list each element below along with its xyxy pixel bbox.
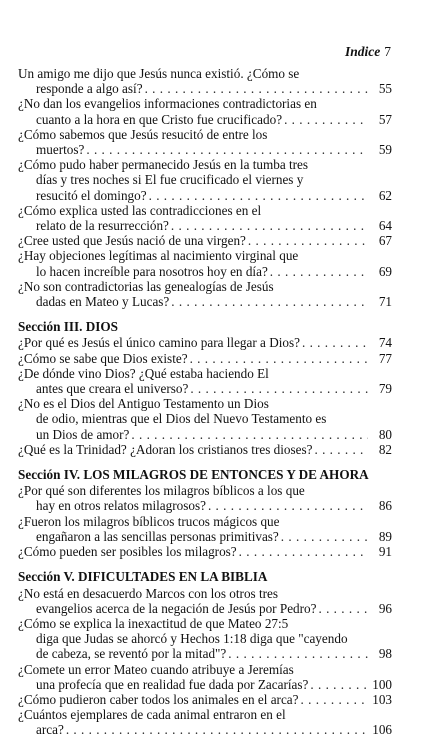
- dot-leader: [270, 264, 368, 279]
- toc-entry-line: [18, 366, 392, 381]
- dot-leader: [301, 692, 369, 707]
- toc-entry-last-line: [18, 112, 392, 127]
- toc-entry-last-line: [18, 218, 392, 233]
- toc-entry-last-line: [18, 381, 392, 396]
- toc-entry-text: ¿Por qué son diferentes los milagros bíblicos a los que: [18, 483, 305, 499]
- toc-page-number: 91: [378, 544, 392, 560]
- toc-entry: [18, 66, 392, 96]
- toc-entry-last-line: [18, 81, 392, 96]
- toc-entry-text: ¿No dan los evangelios informaciones contradictorias en: [18, 96, 317, 112]
- toc-entry-text: ¿Cómo se sabe que Dios existe?: [18, 350, 188, 366]
- dot-leader: [171, 218, 368, 233]
- toc-entry-last-line: [18, 601, 392, 616]
- toc-page-number: 80: [378, 426, 392, 442]
- toc-entry-line: [18, 707, 392, 722]
- toc-entry: [18, 233, 392, 248]
- toc-entry-text: arca?: [36, 722, 64, 738]
- toc-entry-text: ¿Comete un error Mateo cuando atribuye a Jeremías: [18, 661, 294, 677]
- toc-page-number: 103: [372, 691, 392, 707]
- toc-entry: [18, 483, 392, 513]
- toc-entry-line: [18, 127, 392, 142]
- toc-entry-last-line: [18, 544, 392, 559]
- toc-entry-last-line: [18, 188, 392, 203]
- toc-entry: [18, 279, 392, 309]
- toc-entry: [18, 616, 392, 662]
- dot-leader: [131, 427, 368, 442]
- toc-entry-line: [18, 514, 392, 529]
- toc-entry-line: [18, 248, 392, 263]
- toc-entry: [18, 248, 392, 278]
- toc-entry-line: [18, 279, 392, 294]
- dot-leader: [228, 646, 368, 661]
- dot-leader: [190, 381, 368, 396]
- toc-entry-text: evangelios acerca de la negación de Jesús por Pedro?: [36, 600, 317, 616]
- toc-entry-last-line: [18, 142, 392, 157]
- dot-leader: [239, 544, 368, 559]
- toc-entry-text: días y tres noches si El fue crucificado el viernes y: [36, 172, 304, 188]
- toc-entry-text: ¿No está en desacuerdo Marcos con los otros tres: [18, 585, 279, 601]
- toc-entry-last-line: [18, 335, 392, 350]
- toc-entry: [18, 442, 392, 457]
- toc-entry-text: ¿Hay objeciones legítimas al nacimiento virginal que: [18, 248, 299, 264]
- toc-entry: [18, 396, 392, 442]
- toc-entry-last-line: [18, 646, 392, 661]
- toc-page-number: 98: [378, 646, 392, 662]
- toc-entry-text: dadas en Mateo y Lucas?: [36, 294, 170, 310]
- toc-entry-line: [18, 172, 392, 187]
- toc-entry-text: de odio, mientras que el Dios del Nuevo Testamento es: [36, 411, 327, 427]
- toc-page-number: 59: [378, 142, 392, 158]
- toc-entry-text: muertos?: [36, 142, 85, 158]
- toc-page-number: 74: [378, 335, 392, 351]
- toc-entry-text: ¿Cómo pudo haber permanecido Jesús en la tumba tres: [18, 157, 309, 173]
- dot-leader: [149, 188, 368, 203]
- toc-entry-text: de cabeza, se reventó por la mitad"?: [36, 646, 227, 662]
- toc-entry-text: ¿De dónde vino Dios? ¿Qué estaba haciendo El: [18, 365, 269, 381]
- page-header: [345, 44, 391, 60]
- dot-leader: [281, 529, 368, 544]
- toc-entry-text: ¿Fueron los milagros bíblicos trucos mágicos que: [18, 513, 280, 529]
- toc-entry-text: ¿No son contradictorias las genealogías de Jesús: [18, 278, 274, 294]
- dot-leader: [310, 677, 368, 692]
- toc-entry-text: engañaron a las sencillas personas primitivas?: [36, 528, 279, 544]
- toc-entry: [18, 203, 392, 233]
- toc-entry: [18, 662, 392, 692]
- dot-leader: [208, 498, 368, 513]
- toc-page-number: 86: [378, 498, 392, 514]
- toc-entry: [18, 127, 392, 157]
- toc-entry: [18, 351, 392, 366]
- toc-entry-text: ¿Por qué es Jesús el único camino para llegar a Dios?: [18, 335, 300, 351]
- toc-entry: [18, 586, 392, 616]
- toc-entry-last-line: [18, 442, 392, 457]
- section-v-title: Sección V. DIFICULTADES EN LA BIBLIA: [18, 569, 268, 585]
- toc-page-number: 55: [378, 81, 392, 97]
- header-title: Indice: [345, 44, 381, 59]
- toc-page-number: 100: [372, 676, 392, 692]
- toc-entry-text: responde a algo así?: [36, 81, 143, 97]
- dot-leader: [318, 601, 368, 616]
- toc-entry-last-line: [18, 233, 392, 248]
- toc-entry-text: resucitó el domingo?: [36, 187, 147, 203]
- toc-entry-text: Un amigo me dijo que Jesús nunca existió. ¿Cómo se: [18, 66, 300, 81]
- toc-entry-last-line: [18, 722, 392, 737]
- toc-entry-last-line: [18, 529, 392, 544]
- toc-entry-line: [18, 203, 392, 218]
- toc-entry: [18, 366, 392, 396]
- toc-entry-line: [18, 662, 392, 677]
- toc-entry: [18, 335, 392, 350]
- toc-entry: [18, 692, 392, 707]
- toc-entry-last-line: [18, 351, 392, 366]
- toc-entry-last-line: [18, 498, 392, 513]
- toc-entry-text: hay en otros relatos milagrosos?: [36, 498, 206, 514]
- toc-entry-last-line: [18, 692, 392, 707]
- toc-entry-text: un Dios de amor?: [36, 426, 130, 442]
- toc-entry-text: diga que Judas se ahorcó y Hechos 1:18 diga que "cayendo: [36, 631, 348, 647]
- toc-entry-last-line: [18, 264, 392, 279]
- toc-entry-text: ¿Cómo pueden ser posibles los milagros?: [18, 544, 237, 560]
- header-page-number: 7: [384, 44, 391, 59]
- dot-leader: [145, 81, 368, 96]
- toc-page-number: 71: [378, 294, 392, 310]
- toc-page-number: 89: [378, 528, 392, 544]
- dot-leader: [190, 351, 368, 366]
- toc-entry-last-line: [18, 677, 392, 692]
- toc-page-number: 57: [378, 111, 392, 127]
- section-iv-title: Sección IV. LOS MILAGROS DE ENTONCES Y DE AHORA: [18, 467, 369, 483]
- toc-entry-text: ¿No es el Dios del Antiguo Testamento un Dios: [18, 396, 269, 412]
- toc-entry: [18, 157, 392, 203]
- toc-entry-text: relato de la resurrección?: [36, 218, 169, 234]
- toc-entry-line: [18, 96, 392, 111]
- toc-entry-last-line: [18, 427, 392, 442]
- toc-entry-text: una profecía que en realidad fue dada por Zacarías?: [36, 676, 309, 692]
- toc-entry-line: [18, 411, 392, 426]
- table-of-contents: [18, 66, 392, 738]
- toc-entry: [18, 96, 392, 126]
- section-iv-list: [18, 483, 392, 559]
- dot-leader: [284, 112, 368, 127]
- toc-page-number: 77: [378, 350, 392, 366]
- dot-leader: [66, 722, 368, 737]
- entries-top-list: [18, 66, 392, 309]
- toc-entry-text: ¿Cuántos ejemplares de cada animal entraron en el: [18, 707, 286, 723]
- toc-entry: [18, 544, 392, 559]
- toc-page-number: 79: [378, 381, 392, 397]
- dot-leader: [86, 142, 368, 157]
- toc-entry-line: [18, 157, 392, 172]
- toc-entry: [18, 707, 392, 737]
- toc-entry-text: ¿Cómo sabemos que Jesús resucitó de entre los: [18, 126, 268, 142]
- dot-leader: [171, 294, 368, 309]
- section-iii-title: Sección III. DIOS: [18, 319, 119, 335]
- section-v-list: [18, 586, 392, 738]
- toc-entry-text: ¿Qué es la Trinidad? ¿Adoran los cristianos tres dioses?: [18, 441, 313, 457]
- toc-entry-line: [18, 483, 392, 498]
- toc-entry-line: [18, 66, 392, 81]
- toc-page-number: 64: [378, 218, 392, 234]
- toc-entry-text: cuanto a la hora en que Cristo fue crucificado?: [36, 111, 283, 127]
- toc-entry: [18, 514, 392, 544]
- dot-leader: [302, 335, 368, 350]
- dot-leader: [248, 233, 368, 248]
- toc-entry-line: [18, 631, 392, 646]
- toc-page-number: 67: [378, 233, 392, 249]
- toc-entry-text: ¿Cómo pudieron caber todos los animales en el arca?: [18, 691, 299, 707]
- toc-entry-last-line: [18, 294, 392, 309]
- toc-entry-text: ¿Cómo se explica la inexactitud de que Mateo 27:5: [18, 615, 289, 631]
- toc-page-number: 106: [372, 722, 392, 738]
- toc-entry-text: lo hacen increíble para nosotros hoy en día?: [36, 263, 268, 279]
- dot-leader: [314, 442, 368, 457]
- toc-page-number: 62: [378, 187, 392, 203]
- toc-entry-text: antes que creara el universo?: [36, 381, 189, 397]
- toc-entry-line: [18, 586, 392, 601]
- toc-page-number: 96: [378, 600, 392, 616]
- toc-entry-text: ¿Cree usted que Jesús nació de una virgen?: [18, 233, 246, 249]
- toc-page-number: 69: [378, 263, 392, 279]
- toc-entry-text: ¿Cómo explica usted las contradicciones en el: [18, 202, 262, 218]
- toc-entry-line: [18, 396, 392, 411]
- section-iii-list: [18, 335, 392, 457]
- toc-page-number: 82: [378, 441, 392, 457]
- toc-entry-line: [18, 616, 392, 631]
